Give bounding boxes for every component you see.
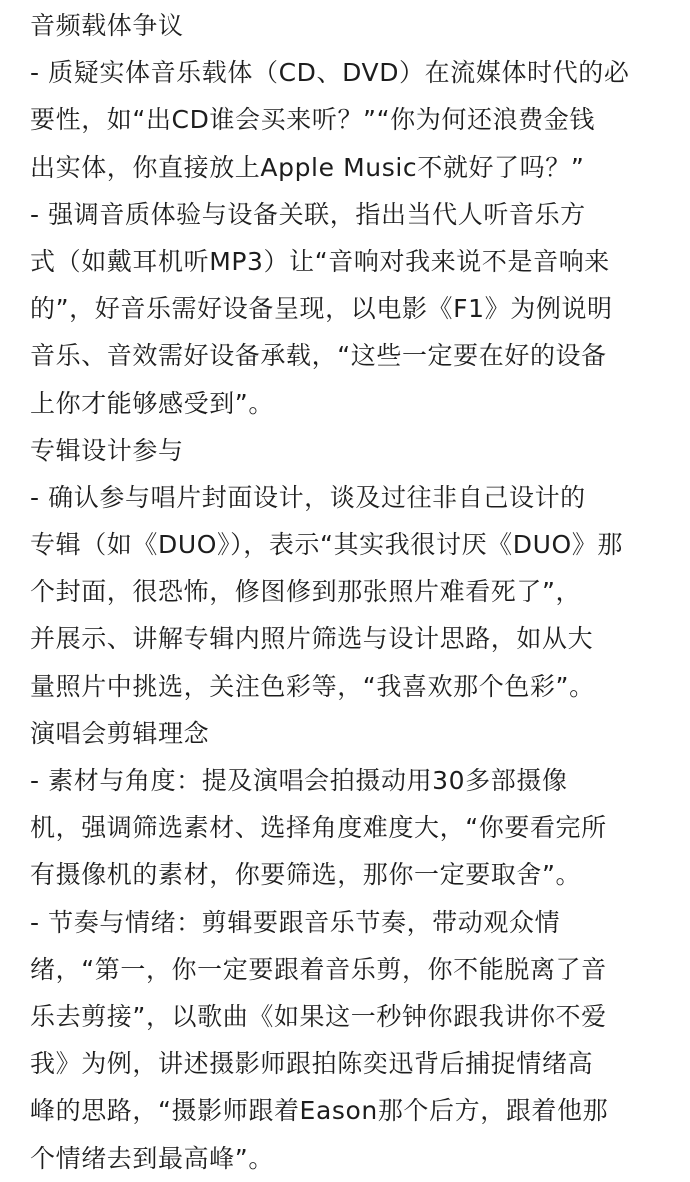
paragraph-line: - 强调音质体验与设备关联，指出当代人听音乐方 [30,199,586,229]
paragraph-line: 的”，好音乐需好设备呈现，以电影《F1》为例说明 [30,294,613,324]
paragraph-line: 有摄像机的素材，你要筛选，那你一定要取舍”。 [30,860,582,890]
paragraph-line: 量照片中挑选，关注色彩等，“我喜欢那个色彩”。 [30,671,595,701]
paragraph-line: 绪，“第一，你一定要跟着音乐剪，你不能脱离了音 [30,954,607,984]
paragraph-line: - 节奏与情绪：剪辑要跟音乐节奏，带动观众情 [30,907,561,937]
paragraph-line: 出实体，你直接放上Apple Music不就好了吗？” [30,152,585,182]
paragraph-line: 音乐、音效需好设备承载，“这些一定要在好的设备 [30,341,607,371]
section-heading: 专辑设计参与 [30,435,184,465]
paragraph-line: 式（如戴耳机听MP3）让“音响对我来说不是音响来 [30,246,610,276]
section-heading: 音频载体争议 [30,11,184,40]
section-heading: 演唱会剪辑理念 [30,718,210,748]
paragraph-line: 上你才能够感受到”。 [30,388,274,418]
paragraph-line: 机，强调筛选素材、选择角度难度大，“你要看完所 [30,813,607,843]
paragraph-line: 我》为例，讲述摄影师跟拍陈奕迅背后捕捉情绪高 [30,1049,594,1079]
paragraph-line: - 素材与角度：提及演唱会拍摄动用30多部摄像 [30,766,568,795]
paragraph-line: 要性，如“出CD谁会买来听？”“你为何还浪费金钱 [30,105,595,135]
paragraph-line: - 质疑实体音乐载体（CD、DVD）在流媒体时代的必 [30,58,630,88]
paragraph-line: 并展示、讲解专辑内照片筛选与设计思路，如从大 [30,624,594,654]
paragraph-line: - 确认参与唱片封面设计，谈及过往非自己设计的 [30,482,586,512]
paragraph-line: 乐去剪接”，以歌曲《如果这一秒钟你跟我讲你不爱 [30,1001,607,1031]
paragraph-line: 个情绪去到最高峰”。 [30,1143,274,1173]
paragraph-line: 专辑（如《DUO》），表示“其实我很讨厌《DUO》那 [30,530,624,560]
document-body [30,2,670,1182]
paragraph-line: 个封面，很恐怖，修图修到那张照片难看死了”， [30,577,582,607]
paragraph-line: 峰的思路，“摄影师跟着Eason那个后方，跟着他那 [30,1096,609,1126]
